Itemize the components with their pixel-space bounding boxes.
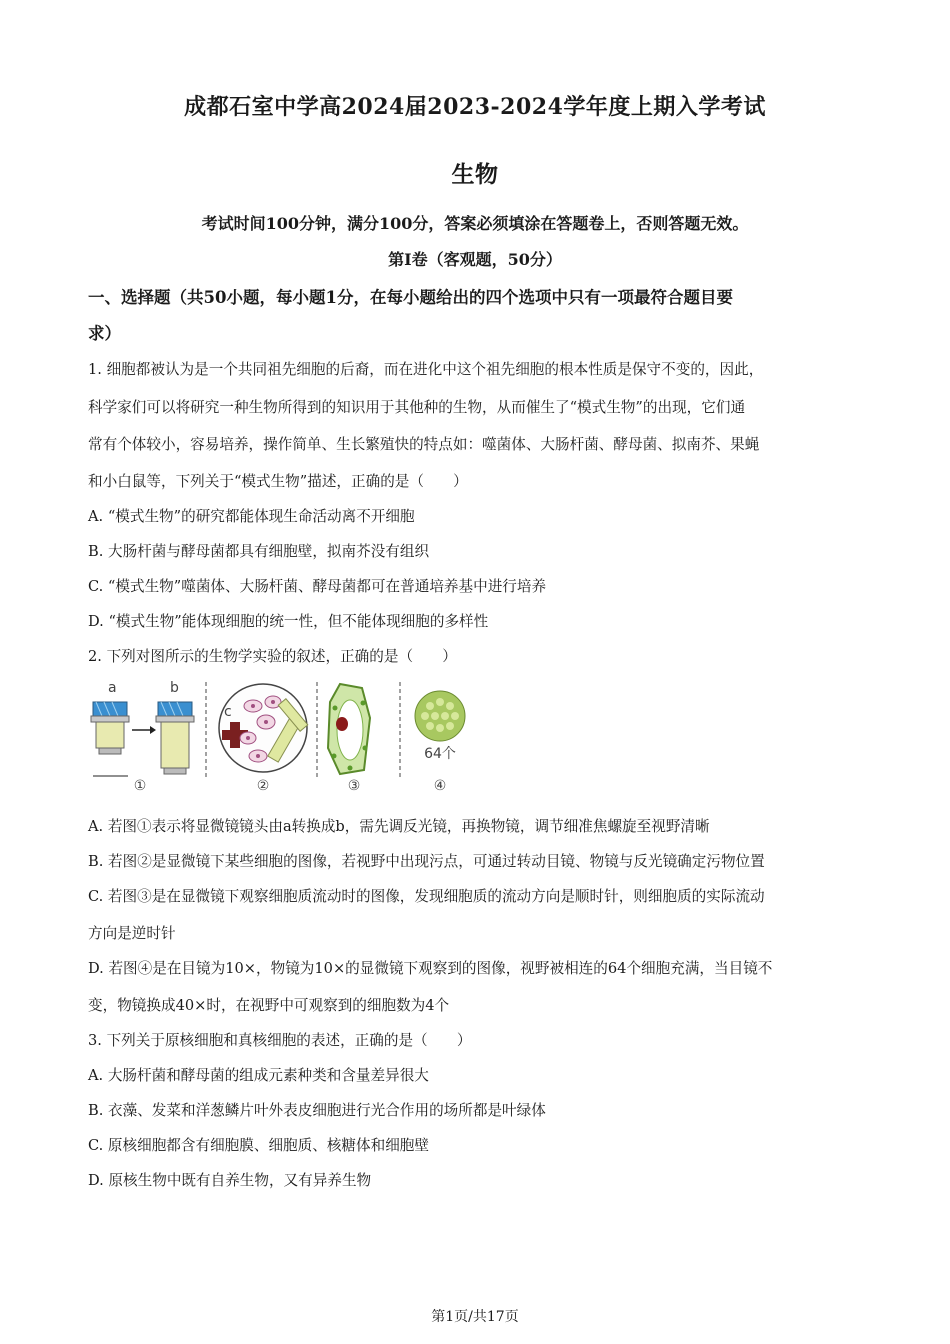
objective-lens-a — [91, 680, 129, 754]
q3-option-a: A. 大肠杆菌和酵母菌的组成元素种类和含量差异很大 — [88, 1067, 429, 1084]
subject-title: 生物 — [451, 161, 499, 188]
q3-option-b: B. 衣藻、发菜和洋葱鳞片叶外表皮细胞进行光合作用的场所都是叶绿体 — [88, 1102, 546, 1119]
q1-stem-line3: 常有个体较小，容易培养，操作简单、生长繁殖快的特点如：噬菌体、大肠杆菌、酵母菌、拟南芥、果蝇 — [88, 436, 760, 453]
q1-stem-line1: 1. 细胞都被认为是一个共同祖先细胞的后裔，而在进化中这个祖先细胞的根本性质是保守不变的，因此， — [88, 361, 764, 378]
q2-option-c-line2: 方向是逆时针 — [88, 925, 176, 942]
q2-option-d-line2: 变，物镜换成40×时，在视野中可观察到的细胞数为4个 — [88, 997, 450, 1014]
q2-option-d-line1: D. 若图④是在目镜为10×，物镜为10×的显微镜下观察到的图像，视野被相连的64个细胞充满，当目镜不 — [88, 960, 773, 977]
q3-option-c: C. 原核细胞都含有细胞膜、细胞质、核糖体和细胞壁 — [88, 1137, 429, 1154]
q2-option-b: B. 若图②是显微镜下某些细胞的图像，若视野中出现污点，可通过转动目镜、物镜与反光镜确定污物位置 — [88, 853, 765, 870]
q1-option-c: C. “模式生物”噬菌体、大肠杆菌、酵母菌都可在普通培养基中进行培养 — [88, 578, 547, 595]
figure-label-3: ③ — [347, 778, 361, 794]
cell-count-label: 64个 — [424, 746, 456, 762]
q3-stem: 3. 下列关于原核细胞和真核细胞的表述，正确的是（ ） — [88, 1032, 472, 1049]
objective-lens-b — [156, 680, 194, 774]
q1-option-a: A. “模式生物”的研究都能体现生命活动离不开细胞 — [88, 508, 415, 525]
figure-label-2: ② — [256, 778, 270, 794]
q2-stem: 2. 下列对图所示的生物学实验的叙述，正确的是（ ） — [88, 648, 457, 665]
page-number: 第1页/共17页 — [431, 1309, 519, 1325]
section-heading-line2: 求） — [88, 324, 121, 343]
exam-title: 成都石室中学高2024届2023-2024学年度上期入学考试 — [184, 94, 766, 120]
exam-instruction: 考试时间100分钟，满分100分，答案必须填涂在答题卷上，否则答题无效。 — [201, 214, 749, 233]
plant-cell — [328, 684, 370, 774]
figure-label-1: ① — [133, 778, 147, 794]
field-of-view-cells — [219, 684, 308, 772]
part-heading: 第Ⅰ卷（客观题，50分） — [388, 250, 562, 269]
q2-figure — [88, 678, 488, 802]
figure-label-4: ④ — [433, 778, 447, 794]
svg-text:a: a — [108, 680, 117, 696]
q1-option-d: D. “模式生物”能体现细胞的统一性，但不能体现细胞的多样性 — [88, 613, 489, 630]
svg-text:c: c — [224, 704, 232, 720]
q2-option-a: A. 若图①表示将显微镜镜头由a转换成b，需先调反光镜，再换物镜，调节细准焦螺旋至视野清晰 — [88, 818, 710, 835]
svg-text:b: b — [170, 680, 179, 696]
section-heading-line1: 一、选择题（共50小题，每小题1分，在每小题给出的四个选项中只有一项最符合题目要 — [88, 288, 733, 307]
q1-stem-line4: 和小白鼠等，下列关于“模式生物”描述，正确的是（ ） — [88, 473, 468, 490]
microscope-figure-svg — [88, 678, 488, 778]
q2-option-c-line1: C. 若图③是在显微镜下观察细胞质流动时的图像，发现细胞质的流动方向是顺时针，则细胞质的实际流动 — [88, 888, 765, 905]
q1-stem-line2: 科学家们可以将研究一种生物所得到的知识用于其他种的生物，从而催生了“模式生物”的出现，它们通 — [88, 399, 746, 416]
q3-option-d: D. 原核生物中既有自养生物，又有异养生物 — [88, 1172, 372, 1189]
cell-cluster-64 — [415, 691, 465, 762]
q1-option-b: B. 大肠杆菌与酵母菌都具有细胞壁，拟南芥没有组织 — [88, 543, 430, 560]
